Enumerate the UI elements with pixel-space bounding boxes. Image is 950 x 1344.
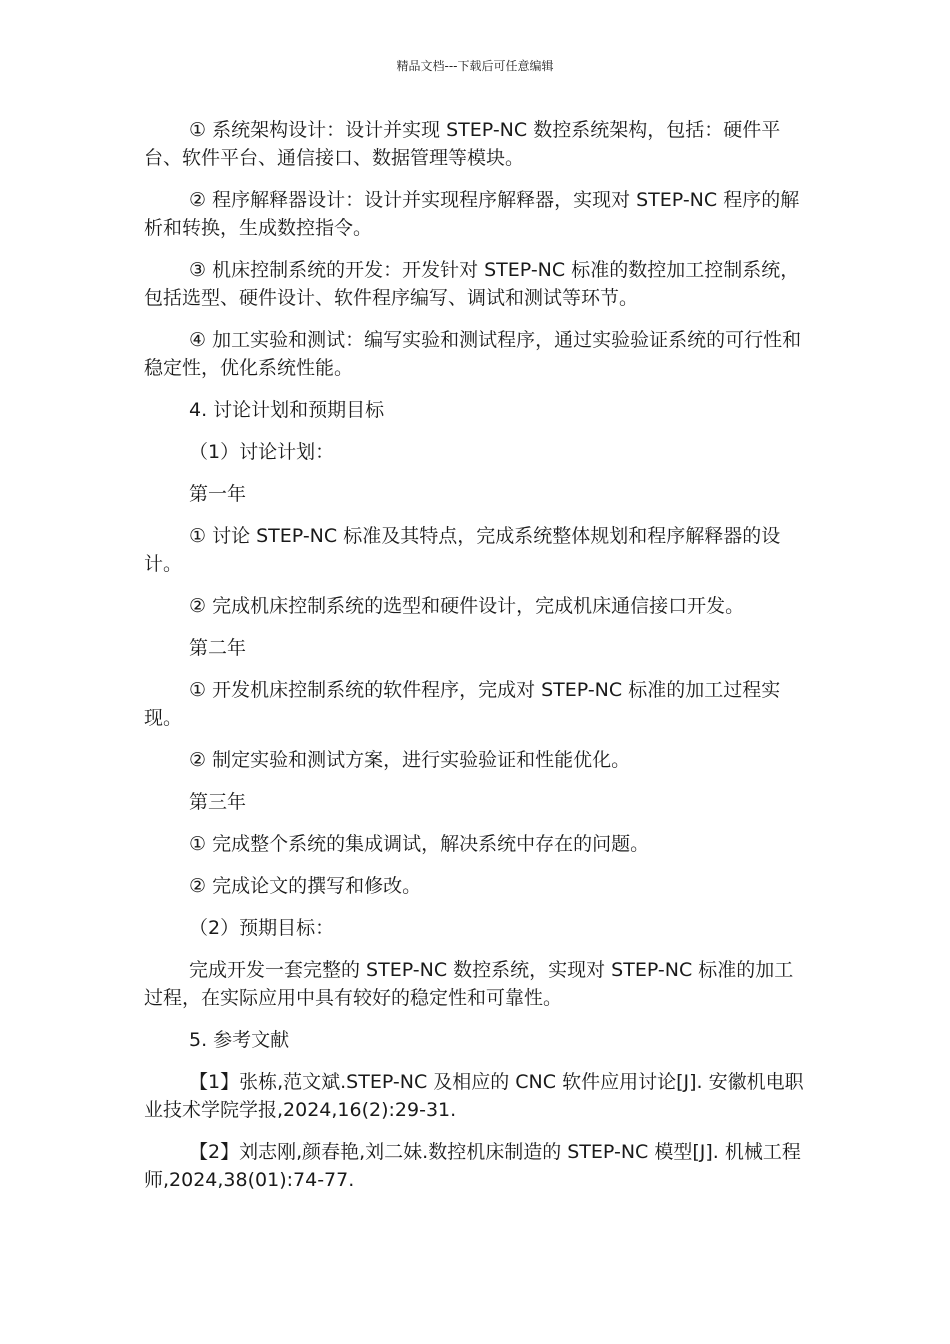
subheading-plan: （1）讨论计划： — [189, 441, 335, 463]
paragraph-experiments: ④ 加工实验和测试：编写实验和测试程序，通过实验验证系统的可行性和稳定性，优化系统性能。 — [144, 329, 802, 379]
reference-2: 【2】刘志刚,颜春艳,刘二妹.数控机床制造的 STEP-NC 模型[J]. 机械工程师,2024,38(01):74-77. — [144, 1141, 801, 1191]
year-two-item-2: ② 制定实验和测试方案，进行实验验证和性能优化。 — [189, 749, 631, 771]
paragraph-interpreter-design: ② 程序解释器设计：设计并实现程序解释器，实现对 STEP-NC 程序的解析和转换，生成数控指令。 — [144, 189, 800, 239]
reference-1: 【1】张栋,范文斌.STEP-NC 及相应的 CNC 软件应用讨论[J]. 安徽机电职业技术学院学报,2024,16(2):29-31. — [144, 1071, 804, 1121]
paragraph-system-architecture: ① 系统架构设计：设计并实现 STEP-NC 数控系统架构，包括：硬件平台、软件平台、通信接口、数据管理等模块。 — [144, 119, 781, 169]
year-one-item-2: ② 完成机床控制系统的选型和硬件设计，完成机床通信接口开发。 — [189, 595, 745, 617]
year-three-item-2: ② 完成论文的撰写和修改。 — [189, 875, 422, 897]
section-heading-plan: 4. 讨论计划和预期目标 — [189, 399, 385, 421]
page-header: 精品文档---下载后可任意编辑 — [396, 59, 554, 73]
year-one-item-1: ① 讨论 STEP-NC 标准及其特点，完成系统整体规划和程序解释器的设计。 — [144, 525, 781, 575]
paragraph-control-system: ③ 机床控制系统的开发：开发针对 STEP-NC 标准的数控加工控制系统，包括选型、硬件设计、软件程序编写、调试和测试等环节。 — [144, 259, 800, 309]
year-two-heading: 第二年 — [189, 637, 247, 659]
year-three-item-1: ① 完成整个系统的集成调试，解决系统中存在的问题。 — [189, 833, 650, 855]
paragraph-goals: 完成开发一套完整的 STEP-NC 数控系统，实现对 STEP-NC 标准的加工过程，在实际应用中具有较好的稳定性和可靠性。 — [144, 959, 794, 1009]
document-body — [144, 116, 804, 1208]
subheading-goals: （2）预期目标： — [189, 917, 335, 939]
year-two-item-1: ① 开发机床控制系统的软件程序，完成对 STEP-NC 标准的加工过程实现。 — [144, 679, 781, 729]
section-heading-references: 5. 参考文献 — [189, 1029, 290, 1051]
year-one-heading: 第一年 — [189, 483, 247, 505]
year-three-heading: 第三年 — [189, 791, 247, 813]
